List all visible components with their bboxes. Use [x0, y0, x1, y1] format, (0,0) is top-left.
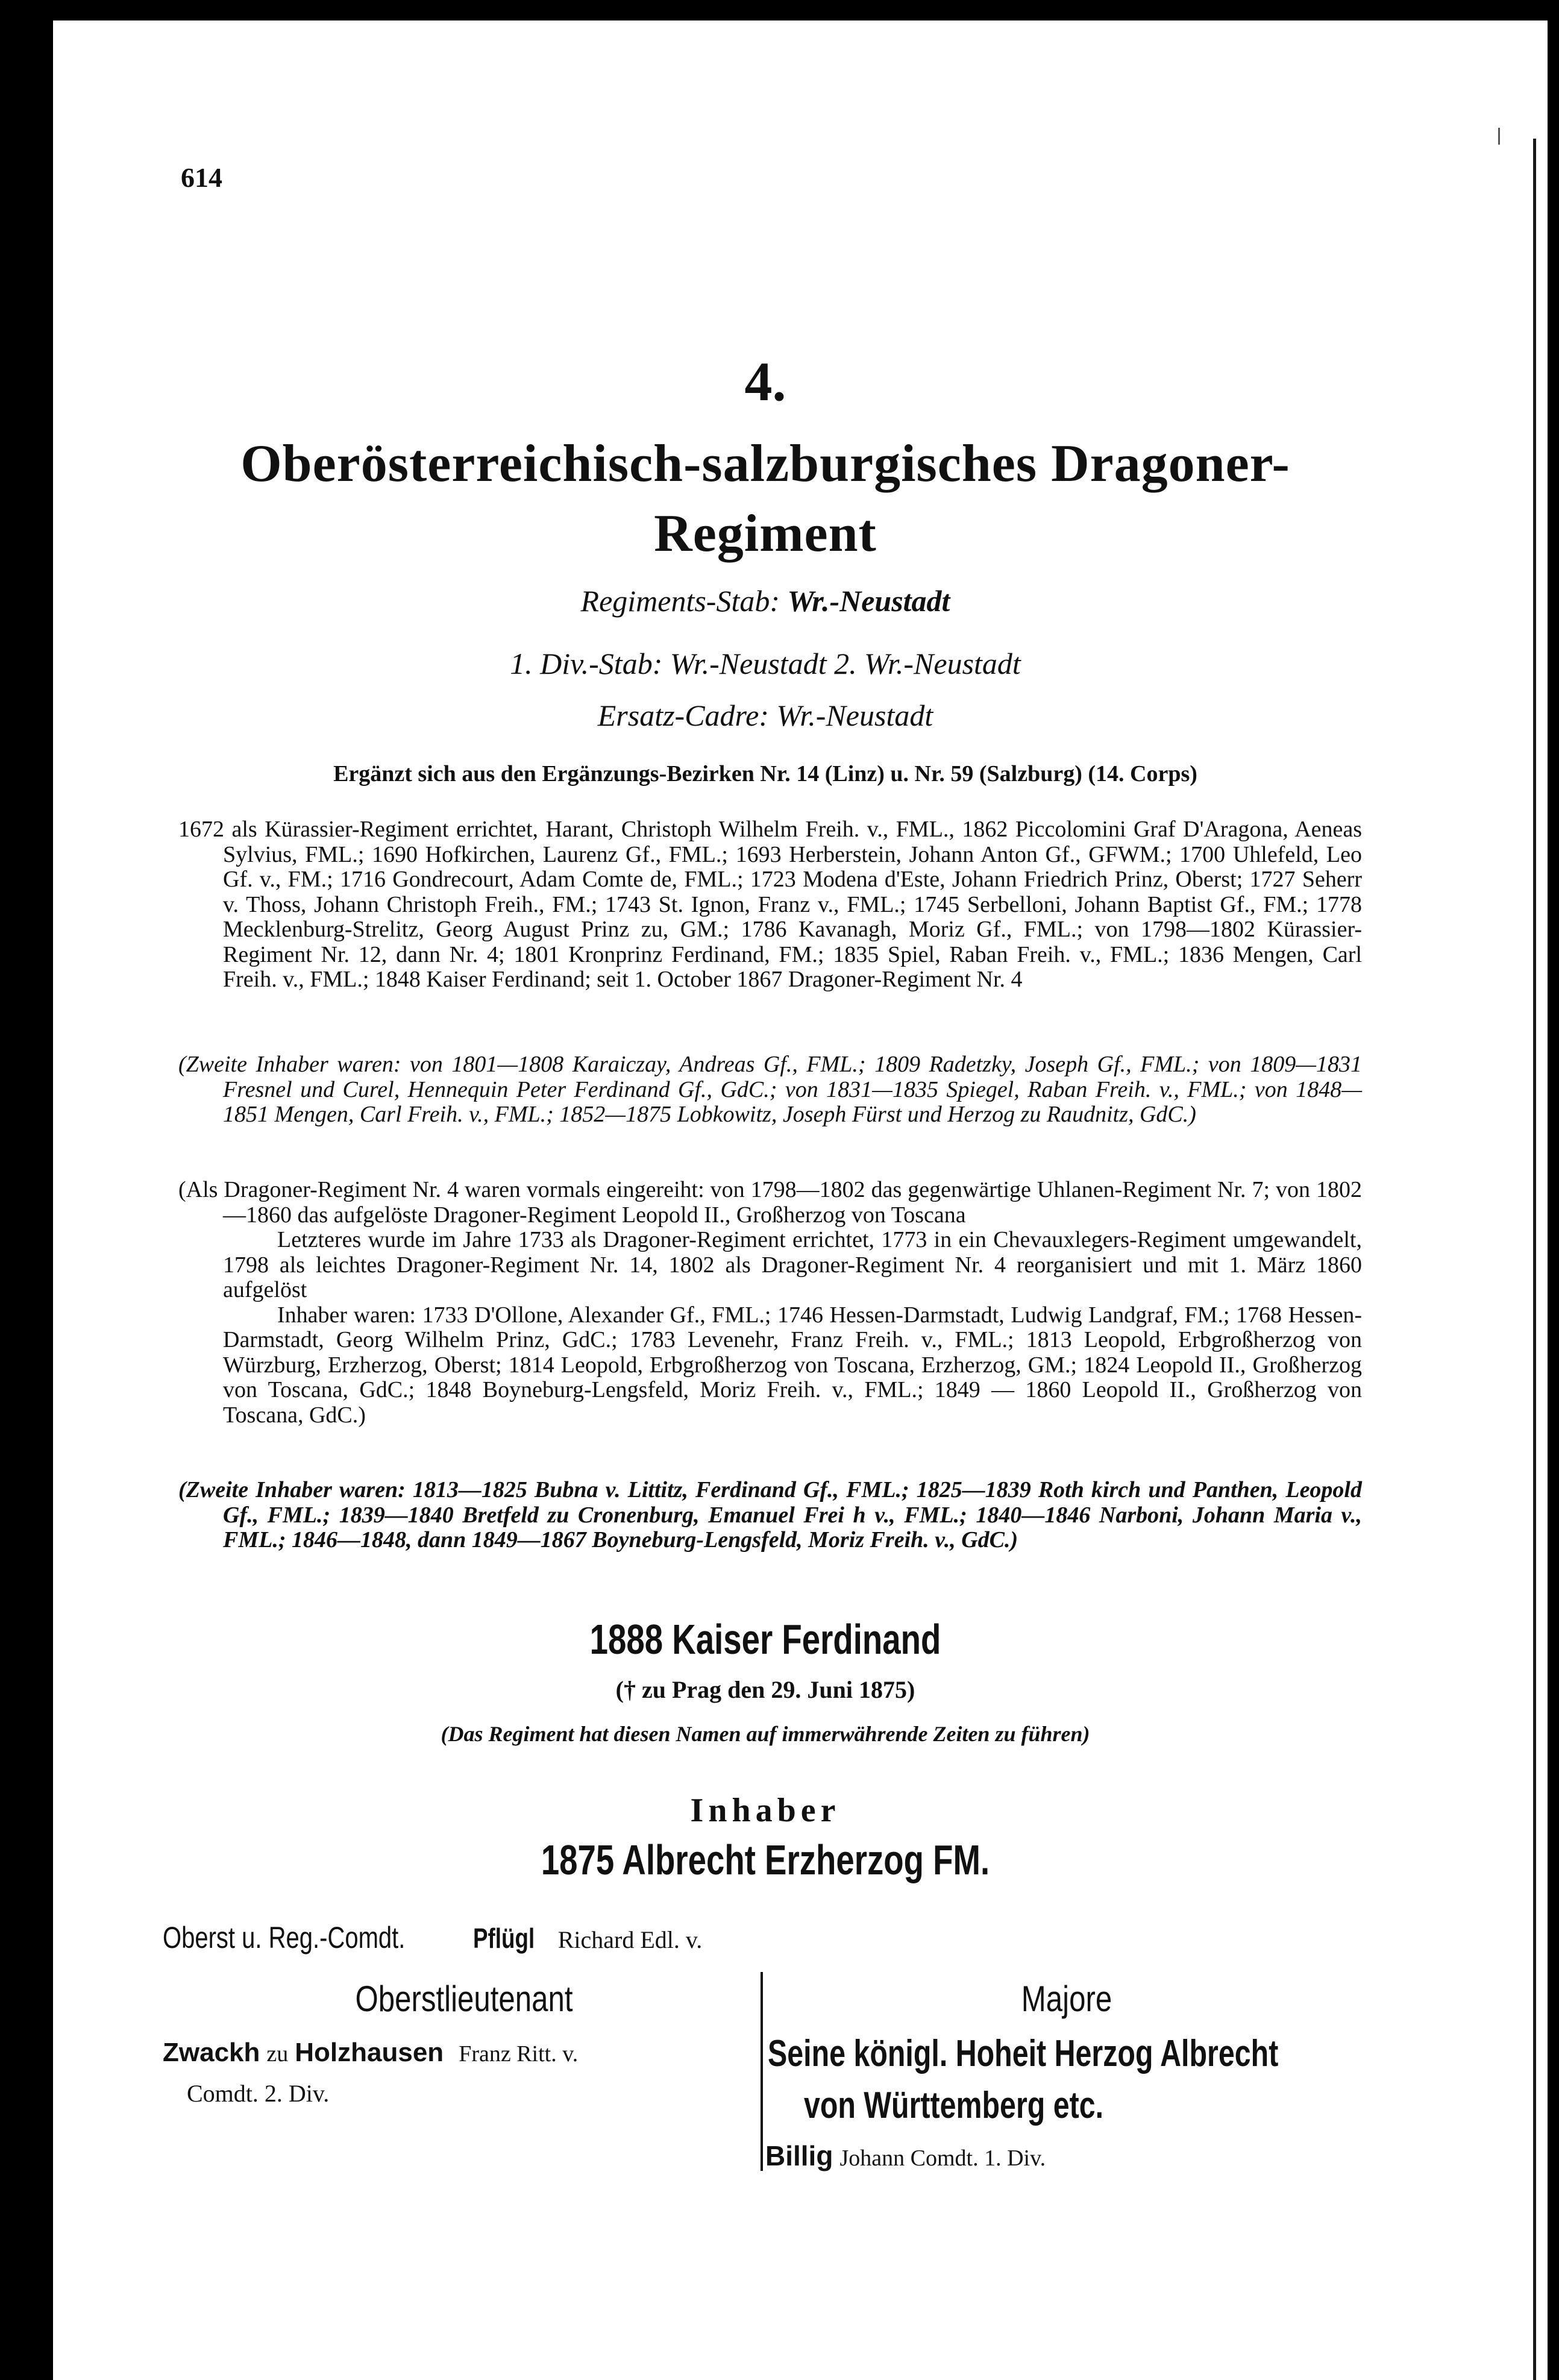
- colonel-title: Oberst u. Reg.-Comdt.: [163, 1921, 406, 1955]
- scan-border-left: [0, 0, 53, 2380]
- colonel-line: [163, 1920, 702, 1955]
- lt-surname: Zwackh: [163, 2038, 260, 2067]
- dragoon-paragraph-3: Inhaber waren: 1733 D'Ollone, Alexander Gf., FML.; 1746 Hessen-Darmstadt, Ludwig Landgraf, FM.; 1768 Hessen-Darmstadt, Georg Wilhelm Prinz, GdC.; 1783 Levenehr, Franz Freih. v., FML.; 1813 Leopold, Erbgroßherzog von Würzburg, Erzherzog, Oberst; 1814 Leopold, Erbgroßherzog von Toscana, Erzherzog, GM.; 1824 Leopold II., Großherzog von Toscana, GdC.; 1848 Boyneburg-Lengsfeld, Moriz Freih. v., FML.; 1849 — 1860 Leopold II., Großherzog von Toscana, GdC.): [223, 1302, 1362, 1428]
- lieutenant-colonel-heading: Oberstlieutenant: [355, 1979, 573, 2019]
- major-1-line-2: von Württemberg etc.: [804, 2085, 1104, 2126]
- regiment-staff: [163, 583, 1368, 618]
- second-owners-paragraph-2: (Zweite Inhaber waren: 1813—1825 Bubna v. Littitz, Ferdinand Gf., FML.; 1825—1839 Roth kirch und Panthen, Leopold Gf., FML.; 1839—1840 Bretfeld zu Cronenburg, Emanuel Frei h v., FML.; 1840—1846 Narboni, Johann Maria v., FML.; 1846—1848, dann 1849—1867 Boyneburg-Lengsfeld, Moriz Freih. v., GdC.): [178, 1477, 1362, 1553]
- lieutenant-colonel-name: [163, 2037, 578, 2068]
- dragoon-section: [178, 1178, 1362, 1428]
- colonel-rest: Richard Edl. v.: [557, 1926, 703, 1953]
- depot-cadre: Ersatz-Cadre: Wr.-Neustadt: [597, 699, 933, 732]
- page-edge-line: [1533, 139, 1536, 2380]
- namesake-heading: 1888 Kaiser Ferdinand: [589, 1616, 941, 1663]
- section-number: 4.: [744, 351, 786, 412]
- second-owners-paragraph-1: (Zweite Inhaber waren: von 1801—1808 Karaiczay, Andreas Gf., FML.; 1809 Radetzky, Joseph Gf., FML.; von 1809—1831 Fresnel und Curel, Hennequin Peter Ferdinand Gf., GdC.; von 1831—1835 Spiegel, Raban Freih. v., FML.; von 1848—1851 Mengen, Carl Freih. v., FML.; 1852—1875 Lobkowitz, Joseph Fürst und Herzog zu Raudnitz, GdC.): [178, 1052, 1362, 1127]
- scan-border-right: [1548, 0, 1559, 2380]
- history-section: [178, 817, 1362, 993]
- scan-mark: [1498, 128, 1500, 145]
- history-paragraph: 1672 als Kürassier-Regiment errichtet, Harant, Christoph Wilhelm Freih. v., FML., 1862 Piccolomini Graf D'Aragona, Aeneas Sylvius, FML.; 1690 Hofkirchen, Laurenz Gf., FML.; 1693 Herberstein, Johann Anton Gf., GFWM.; 1700 Uhlefeld, Leo Gf. v., FM.; 1716 Gondrecourt, Adam Comte de, FML.; 1723 Modena d'Este, Johann Friedrich Prinz, Oberst; 1727 Seherr v. Thoss, Johann Christoph Freih., FM.; 1743 St. Ignon, Franz v., FML.; 1745 Serbelloni, Johann Baptist Gf., FM.; 1778 Mecklenburg-Strelitz, Georg August Prinz zu, GM.; 1786 Kavanagh, Moriz Gf., FML.; von 1798—1802 Kürassier-Regiment Nr. 12, dann Nr. 4; 1801 Kronprinz Ferdinand, FM.; 1835 Spiel, Raban Freih. v., FML.; 1836 Mengen, Carl Freih. v., FML.; 1848 Kaiser Ferdinand; seit 1. October 1867 Dragoner-Regiment Nr. 4: [178, 817, 1362, 992]
- dragoon-paragraph-2: Letzteres wurde im Jahre 1733 als Dragoner-Regiment errichtet, 1773 in ein Chevauxlegers-Regiment umgewandelt, 1798 als leichtes Dragoner-Regiment Nr. 14, 1802 als Dragoner-Regiment Nr. 4 reorganisiert und mit 1. März 1860 aufgelöst: [223, 1227, 1362, 1302]
- lt-rest: Franz Ritt. v.: [459, 2041, 579, 2067]
- title-line-1: Oberösterreichisch-salzburgisches Dragoner-: [240, 435, 1290, 493]
- major-2-surname: Billig: [765, 2140, 833, 2171]
- recruitment-districts: Ergänzt sich aus den Ergänzungs-Bezirken Nr. 14 (Linz) u. Nr. 59 (Salzburg) (14. Corps): [333, 761, 1197, 787]
- division-staff: 1. Div.-Stab: Wr.-Neustadt 2. Wr.-Neustadt: [510, 647, 1021, 680]
- dragoon-paragraph-1: (Als Dragoner-Regiment Nr. 4 waren vormals eingereiht: von 1798—1802 das gegenwärtige Uhlanen-Regiment Nr. 7; von 1802—1860 das aufgelöste Dragoner-Regiment Leopold II., Großherzog von Toscana: [178, 1177, 1362, 1228]
- colonel-surname: Pflügl: [473, 1923, 535, 1954]
- page-number: 614: [181, 162, 222, 193]
- second-owners-section-2: [178, 1478, 1362, 1553]
- page-title: [163, 429, 1368, 569]
- major-1-line-1: Seine königl. Hoheit Herzog Albrecht: [768, 2033, 1279, 2074]
- staff-value: Wr.-Neustadt: [787, 584, 950, 618]
- lt-place: Holzhausen: [295, 2038, 444, 2067]
- owner-name: 1875 Albrecht Erzherzog FM.: [541, 1836, 990, 1883]
- owner-heading: Inhaber: [690, 1792, 841, 1829]
- lt-particle: zu: [266, 2041, 289, 2067]
- lieutenant-colonel-sub: Comdt. 2. Div.: [187, 2080, 330, 2107]
- scan-border-top: [0, 0, 1559, 20]
- major-2-line: [765, 2140, 1046, 2172]
- column-divider: [761, 1972, 763, 2171]
- title-line-2: Regiment: [654, 504, 877, 563]
- namesake-death: († zu Prag den 29. Juni 1875): [615, 1676, 915, 1703]
- majors-heading: Majore: [1021, 1979, 1112, 2019]
- major-2-rest: Johann Comdt. 1. Div.: [839, 2146, 1046, 2171]
- namesake-note: (Das Regiment hat diesen Namen auf immerwährende Zeiten zu führen): [441, 1722, 1090, 1746]
- second-owners-section-1: [178, 1052, 1362, 1128]
- staff-label: Regiments-Stab:: [580, 584, 780, 618]
